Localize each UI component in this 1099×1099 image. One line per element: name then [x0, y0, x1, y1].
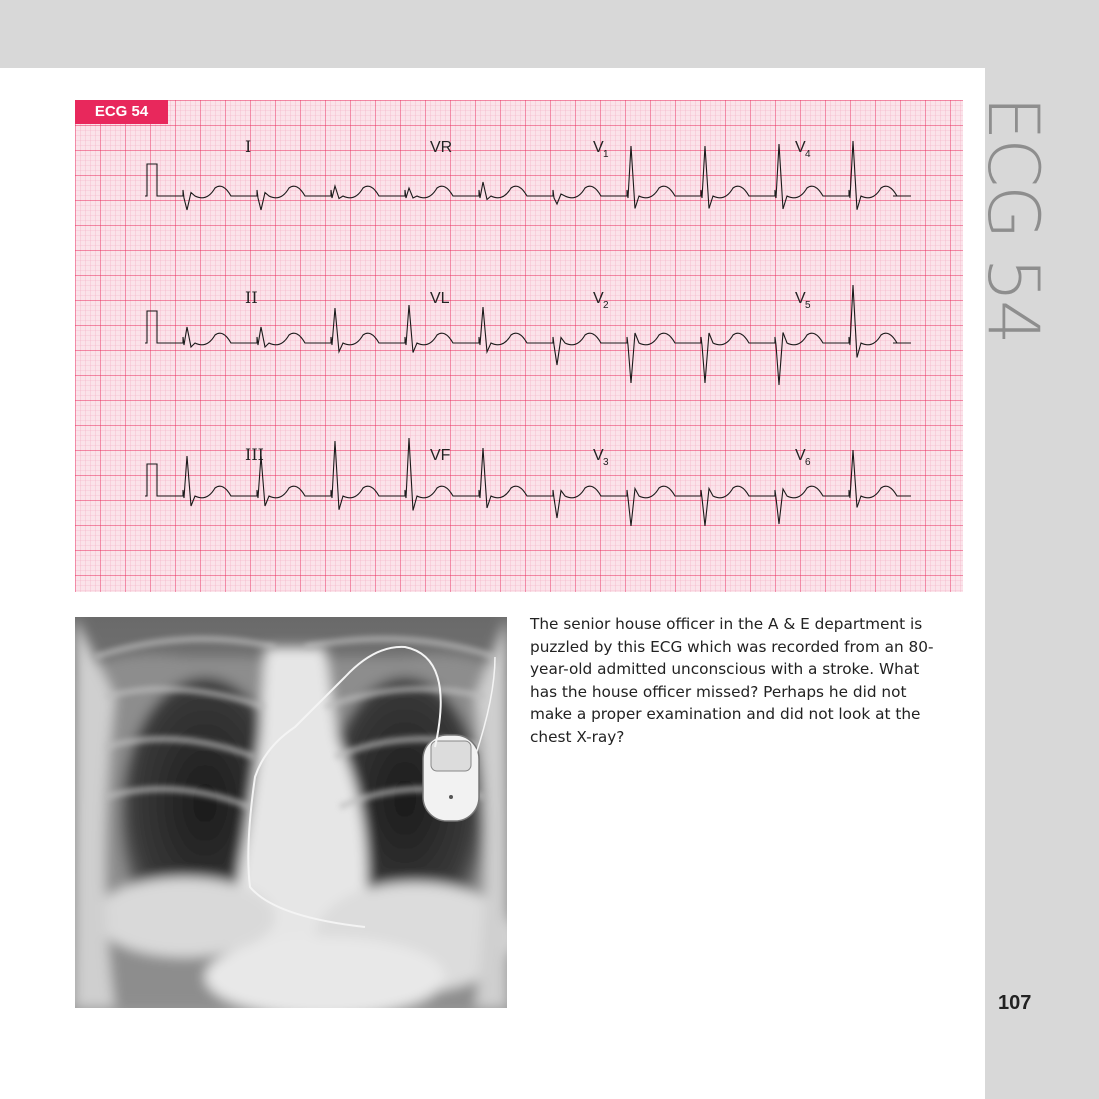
lead-label: V — [795, 447, 806, 464]
lead-label-subscript: 2 — [603, 300, 609, 311]
lead-label: V — [795, 139, 806, 156]
chest-xray-image — [75, 617, 507, 1008]
lead-label: V — [593, 290, 604, 307]
lead-label: VL — [430, 290, 450, 307]
lead-label: V — [593, 447, 604, 464]
lead-label-subscript: 1 — [603, 149, 609, 160]
pacemaker-device — [423, 735, 479, 821]
lead-label-subscript: 5 — [805, 300, 811, 311]
lead-label-subscript: 4 — [805, 149, 811, 160]
side-title: ECG 54 — [972, 96, 1054, 343]
lead-label: III — [245, 445, 264, 464]
ecg-tag: ECG 54 — [75, 100, 168, 124]
lead-label: V — [593, 139, 604, 156]
caption-text: The senior house officer in the A & E department is puzzled by this ECG which was recorded from an 80-year-old admitted unconscious with a stroke. What has the house officer missed? Perhaps he did not make a proper examination and did not look at the chest X-ray? — [530, 615, 934, 746]
lead-label-subscript: 6 — [805, 457, 811, 468]
lead-label: I — [245, 137, 252, 156]
lead-label-subscript: 3 — [603, 457, 609, 468]
lead-label: II — [245, 288, 258, 307]
ecg-grid-lines — [75, 100, 963, 592]
ecg-figure — [75, 100, 963, 592]
lead-label: V — [795, 290, 806, 307]
lead-label: VR — [430, 139, 453, 156]
page-number: 107 — [998, 992, 1032, 1014]
ecg-trace-chart — [75, 100, 963, 592]
lead-label: VF — [430, 447, 451, 464]
